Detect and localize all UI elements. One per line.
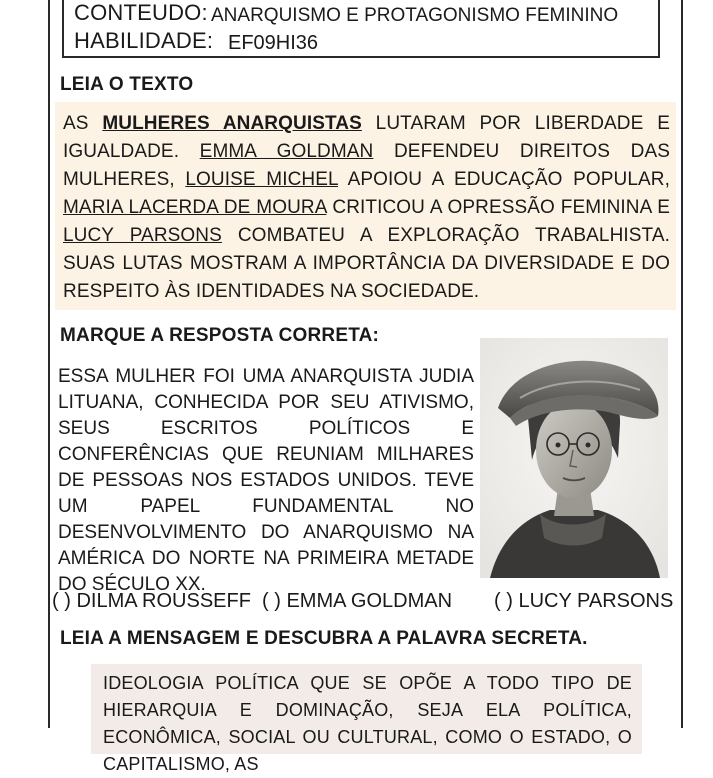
question-text: ESSA MULHER FOI UMA ANARQUISTA JUDIA LITUANA, CONHECIDA POR SEU ATIVISMO, SEUS ESCRITOS POLÍTICOS E CONFERÊNCIAS QUE REUNIAM MILHARES DE PESSOAS NOS ESTADOS UNIDOS. TEVE UM PAPEL FUNDAMENTAL NO DESENVOLVIMENTO DO ANARQUISMO NA AMÉRICA DO NORTE NA PRIMEIRA METADE DO SÉCULO XX. xyxy=(58,366,474,595)
conteudo-value: ANARQUISMO E PROTAGONISMO FEMININO xyxy=(211,5,619,26)
portrait-photo xyxy=(480,338,668,578)
sheet-left-border xyxy=(48,0,50,728)
message-title: LEIA A MENSAGEM E DESCUBRA A PALAVRA SECRETA. xyxy=(60,628,588,649)
option-emma-goldman[interactable] xyxy=(262,590,452,613)
name-emma-goldman: EMMA GOLDMAN xyxy=(199,141,374,162)
reading-title: LEIA O TEXTO xyxy=(60,74,194,95)
sheet-right-border xyxy=(681,0,683,728)
name-maria-lacerda-de-moura: MARIA LACERDA DE MOURA xyxy=(63,197,327,218)
option-label: DILMA ROUSSEFF xyxy=(76,590,251,612)
habilidade-label: HABILIDADE: xyxy=(74,28,214,53)
reading-part: COMBATEU A EXPLORAÇÃO TRABALHISTA. SUAS LUTAS MOSTRAM A IMPORTÂNCIA DA DIVERSIDADE E DO RESPEITO ÀS IDENTIDADES NA SOCIEDADE. xyxy=(63,225,670,302)
reading-box xyxy=(55,102,676,310)
message-text: IDEOLOGIA POLÍTICA QUE SE OPÕE A TODO TIPO DE HIERARQUIA E DOMINAÇÃO, SEJA ELA POLÍTICA, ECONÔMICA, SOCIAL OU CULTURAL, COMO O ESTADO, O CAPITALISMO, AS xyxy=(103,673,632,774)
answer-options xyxy=(0,590,713,614)
highlight-mulheres-anarquistas: MULHERES ANARQUISTAS xyxy=(102,113,362,134)
name-lucy-parsons: LUCY PARSONS xyxy=(63,225,222,246)
conteudo-label: CONTEUDO: xyxy=(74,0,208,25)
reading-part: AS xyxy=(63,113,103,134)
reading-text xyxy=(63,110,670,306)
reading-part: CRITICOU A OPRESSÃO FEMININA E xyxy=(326,197,670,218)
option-checkbox[interactable]: ( ) xyxy=(52,590,71,612)
question-title: MARQUE A RESPOSTA CORRETA: xyxy=(60,325,380,346)
reading-part: APOIOU A EDUCAÇÃO POPULAR, xyxy=(338,169,671,190)
habilidade-value: EF09HI36 xyxy=(228,32,319,54)
option-checkbox[interactable]: ( ) xyxy=(262,590,281,612)
option-lucy-parsons[interactable] xyxy=(494,590,673,613)
option-label: EMMA GOLDMAN xyxy=(286,590,453,612)
option-dilma-rousseff[interactable] xyxy=(52,590,251,613)
option-label: LUCY PARSONS xyxy=(518,590,674,612)
message-box xyxy=(91,664,642,774)
portrait-illustration xyxy=(480,338,668,578)
name-louise-michel: LOUISE MICHEL xyxy=(185,169,338,190)
reading-part: DEFENDEU DIREITOS DAS MULHERES, xyxy=(63,141,671,190)
reading-part: LUTARAM POR LIBERDADE E IGUALDADE. xyxy=(63,113,670,162)
header-box xyxy=(62,0,660,58)
option-checkbox[interactable]: ( ) xyxy=(494,590,513,612)
